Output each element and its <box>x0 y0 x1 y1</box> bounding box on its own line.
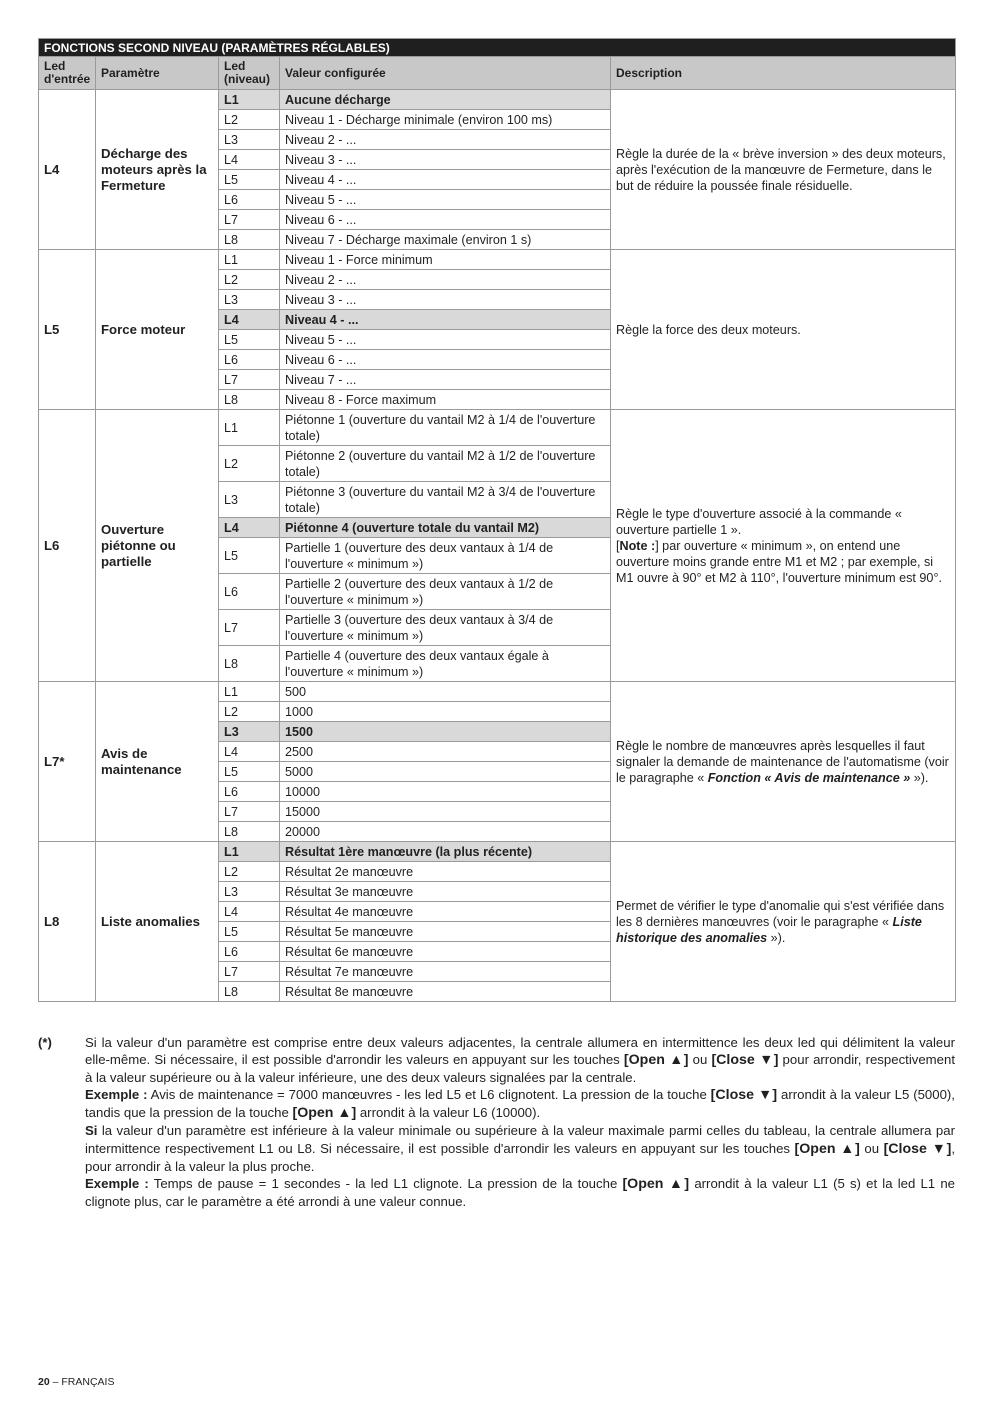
value-cell: 1000 <box>280 702 611 722</box>
value-cell: 15000 <box>280 802 611 822</box>
description-text: Permet de vérifier le type d'anomalie qui s'est vérifiée dans les 8 dernières manœuvres (voir le paragraphe « <box>616 898 945 929</box>
value-cell: Résultat 6e manœuvre <box>280 942 611 962</box>
input-led-cell: L7* <box>39 682 96 842</box>
level-led-cell: L5 <box>219 170 280 190</box>
page-number: 20 <box>38 1376 50 1388</box>
description-cell: Règle la durée de la « brève inversion » des deux moteurs, après l'exécution de la manœuvre de Fermeture, dans le but de réduire la poussée finale résiduelle. <box>611 90 956 250</box>
description-text: Règle le type d'ouverture associé à la commande « ouverture partielle 1 ». <box>616 506 902 537</box>
level-led-cell: L6 <box>219 782 280 802</box>
level-led-cell: L4 <box>219 902 280 922</box>
level-led-cell: L8 <box>219 230 280 250</box>
value-cell: 2500 <box>280 742 611 762</box>
level-led-cell: L6 <box>219 190 280 210</box>
note-text: arrondit à la valeur L5 (5000), tandis que la pression de la touche <box>85 1087 955 1121</box>
table-body <box>39 90 956 1002</box>
footnote-block <box>38 1034 955 1210</box>
value-cell: 1500 <box>280 722 611 742</box>
level-led-cell: L2 <box>219 110 280 130</box>
note-text: , pour arrondir à la valeur la plus proche. <box>85 1140 955 1174</box>
value-cell: Niveau 5 - ... <box>280 190 611 210</box>
table-row <box>39 410 956 446</box>
level-led-cell: L3 <box>219 130 280 150</box>
footnote-paragraph <box>85 1034 955 1086</box>
value-cell: Niveau 6 - ... <box>280 350 611 370</box>
example-label: Exemple : <box>85 1175 149 1191</box>
header-valeur: Valeur configurée <box>280 57 611 90</box>
value-cell: Résultat 3e manœuvre <box>280 882 611 902</box>
value-cell: Niveau 6 - ... <box>280 210 611 230</box>
level-led-cell: L8 <box>219 390 280 410</box>
level-led-cell: L1 <box>219 842 280 862</box>
footnote-paragraph <box>85 1122 955 1174</box>
level-led-cell: L1 <box>219 250 280 270</box>
level-led-cell: L3 <box>219 482 280 518</box>
level-led-cell: L8 <box>219 646 280 682</box>
level-led-cell: L1 <box>219 682 280 702</box>
level-led-cell: L7 <box>219 210 280 230</box>
value-cell: Résultat 4e manœuvre <box>280 902 611 922</box>
parameter-cell: Ouverture piétonne ou partielle <box>96 410 219 682</box>
value-cell: 500 <box>280 682 611 702</box>
note-text: Avis de maintenance = 7000 manœuvres - les led L5 et L6 clignotent. La pression de la touche <box>147 1087 711 1103</box>
parameters-table <box>38 38 956 1002</box>
value-cell: Résultat 5e manœuvre <box>280 922 611 942</box>
level-led-cell: L5 <box>219 922 280 942</box>
level-led-cell: L2 <box>219 270 280 290</box>
description-text: Règle le nombre de manœuvres après lesquelles il faut signaler la demande de maintenance de l'automatisme (voir le paragraphe « <box>616 738 949 785</box>
note-text: Temps de pause = 1 secondes - la led L1 clignote. La pression de la touche <box>148 1175 623 1191</box>
level-led-cell: L8 <box>219 982 280 1002</box>
level-led-cell: L4 <box>219 518 280 538</box>
value-cell: Niveau 7 - Décharge maximale (environ 1 s) <box>280 230 611 250</box>
table-row <box>39 90 956 110</box>
value-cell: Niveau 3 - ... <box>280 290 611 310</box>
value-cell: Résultat 8e manœuvre <box>280 982 611 1002</box>
level-led-cell: L7 <box>219 610 280 646</box>
value-cell: Partielle 1 (ouverture des deux vantaux à 1/4 de l'ouverture « minimum ») <box>280 538 611 574</box>
table-row <box>39 250 956 270</box>
value-cell: Résultat 7e manœuvre <box>280 962 611 982</box>
si-label: Si <box>85 1123 98 1139</box>
level-led-cell: L5 <box>219 762 280 782</box>
level-led-cell: L5 <box>219 330 280 350</box>
example-label: Exemple : <box>85 1087 148 1103</box>
open-key: [Open ▲] <box>794 1140 860 1157</box>
open-key: [Open ▲] <box>622 1175 690 1192</box>
value-cell: Niveau 4 - ... <box>280 170 611 190</box>
value-cell: Niveau 4 - ... <box>280 310 611 330</box>
note-text: ou <box>859 1140 884 1156</box>
value-cell: Piétonne 4 (ouverture totale du vantail M2) <box>280 518 611 538</box>
level-led-cell: L5 <box>219 538 280 574</box>
description-text: ] par ouverture « minimum », on entend une ouverture moins grande entre M1 et M2 ; par exemple, si M1 ouvre à 90° et M2 à 110°, l'ouverture minimum est 90°. <box>616 538 942 585</box>
note-text: ou <box>688 1052 712 1068</box>
value-cell: Partielle 2 (ouverture des deux vantaux à 1/2 de l'ouverture « minimum ») <box>280 574 611 610</box>
paragraph-reference: Fonction « Avis de maintenance » <box>707 770 911 785</box>
header-led-entree: Led d'entrée <box>39 57 96 90</box>
description-cell <box>611 410 956 682</box>
input-led-cell: L4 <box>39 90 96 250</box>
paragraph-reference: Liste historique des anomalies <box>616 914 922 945</box>
note-text: arrondit à la valeur L6 (10000). <box>356 1105 541 1121</box>
level-led-cell: L4 <box>219 742 280 762</box>
parameter-cell: Force moteur <box>96 250 219 410</box>
header-description: Description <box>611 57 956 90</box>
level-led-cell: L7 <box>219 802 280 822</box>
input-led-cell: L8 <box>39 842 96 1002</box>
value-cell: Niveau 8 - Force maximum <box>280 390 611 410</box>
description-text: »). <box>767 930 786 945</box>
table-header-row <box>39 57 956 90</box>
open-key: [Open ▲] <box>292 1105 357 1122</box>
note-text: Si la valeur d'un paramètre est comprise entre deux valeurs adjacentes, la centrale allumera en intermittence les deux led qui délimitent la valeur elle-même. Si nécessaire, il est possible d'arrondir les valeurs en appuyant sur les touches <box>85 1035 955 1068</box>
level-led-cell: L4 <box>219 310 280 330</box>
level-led-cell: L6 <box>219 942 280 962</box>
value-cell: Piétonne 1 (ouverture du vantail M2 à 1/4 de l'ouverture totale) <box>280 410 611 446</box>
parameter-cell: Décharge des moteurs après la Fermeture <box>96 90 219 250</box>
level-led-cell: L1 <box>219 90 280 110</box>
table-row <box>39 842 956 862</box>
value-cell: Piétonne 2 (ouverture du vantail M2 à 1/2 de l'ouverture totale) <box>280 446 611 482</box>
value-cell: Niveau 2 - ... <box>280 130 611 150</box>
parameter-cell: Avis de maintenance <box>96 682 219 842</box>
value-cell: Piétonne 3 (ouverture du vantail M2 à 3/4 de l'ouverture totale) <box>280 482 611 518</box>
level-led-cell: L1 <box>219 410 280 446</box>
close-key: [Close ▼] <box>710 1087 778 1104</box>
header-parametre: Paramètre <box>96 57 219 90</box>
footnote-paragraph <box>85 1086 955 1122</box>
note-text: pour arrondir, respectivement à la valeur supérieure ou à la valeur inférieure, une des deux valeurs signalées par la centrale. <box>85 1052 955 1086</box>
value-cell: Niveau 1 - Décharge minimale (environ 100 ms) <box>280 110 611 130</box>
level-led-cell: L6 <box>219 350 280 370</box>
level-led-cell: L3 <box>219 722 280 742</box>
level-led-cell: L6 <box>219 574 280 610</box>
value-cell: Résultat 2e manœuvre <box>280 862 611 882</box>
level-led-cell: L4 <box>219 150 280 170</box>
value-cell: Niveau 1 - Force minimum <box>280 250 611 270</box>
note-label: Note : <box>619 538 656 553</box>
level-led-cell: L7 <box>219 962 280 982</box>
value-cell: Partielle 3 (ouverture des deux vantaux à 3/4 de l'ouverture « minimum ») <box>280 610 611 646</box>
level-led-cell: L3 <box>219 290 280 310</box>
value-cell: Niveau 3 - ... <box>280 150 611 170</box>
value-cell: Résultat 1ère manœuvre (la plus récente) <box>280 842 611 862</box>
footer-language: – FRANÇAIS <box>49 1376 115 1388</box>
note-text: arrondit à la valeur L1 (5 s) et la led L1 ne clignote plus, car le paramètre a été arrondi à une valeur connue. <box>85 1175 955 1209</box>
input-led-cell: L6 <box>39 410 96 682</box>
close-key: [Close ▼] <box>711 1052 779 1069</box>
header-led-niveau: Led (niveau) <box>219 57 280 90</box>
footnote-paragraph <box>85 1175 955 1210</box>
level-led-cell: L2 <box>219 702 280 722</box>
note-text: la valeur d'un paramètre est inférieure à la valeur minimale ou supérieure à la valeur maximale parmi celles du tableau, la centrale allumera par intermittence respectivement L1 ou L8. Si nécessaire, il est possible d'arrondir les valeurs en appuyant sur les touches <box>85 1123 955 1156</box>
value-cell: Partielle 4 (ouverture des deux vantaux égale à l'ouverture « minimum ») <box>280 646 611 682</box>
parameter-cell: Liste anomalies <box>96 842 219 1002</box>
description-text: [ <box>616 538 620 553</box>
value-cell: Niveau 7 - ... <box>280 370 611 390</box>
footnote-body <box>85 1034 955 1210</box>
level-led-cell: L2 <box>219 862 280 882</box>
value-cell: 10000 <box>280 782 611 802</box>
value-cell: Niveau 2 - ... <box>280 270 611 290</box>
input-led-cell: L5 <box>39 250 96 410</box>
footnote-marker: (*) <box>38 1035 52 1050</box>
value-cell: 5000 <box>280 762 611 782</box>
table-row <box>39 682 956 702</box>
table-title: FONCTIONS SECOND NIVEAU (PARAMÈTRES RÉGLABLES) <box>39 39 956 57</box>
description-cell: Règle la force des deux moteurs. <box>611 250 956 410</box>
description-cell <box>611 682 956 842</box>
level-led-cell: L8 <box>219 822 280 842</box>
value-cell: Niveau 5 - ... <box>280 330 611 350</box>
open-key: [Open ▲] <box>623 1052 689 1069</box>
value-cell: Aucune décharge <box>280 90 611 110</box>
description-cell <box>611 842 956 1002</box>
level-led-cell: L3 <box>219 882 280 902</box>
page-footer <box>38 1376 114 1388</box>
level-led-cell: L2 <box>219 446 280 482</box>
description-text: »). <box>910 770 929 785</box>
close-key: [Close ▼] <box>883 1140 952 1157</box>
value-cell: 20000 <box>280 822 611 842</box>
level-led-cell: L7 <box>219 370 280 390</box>
